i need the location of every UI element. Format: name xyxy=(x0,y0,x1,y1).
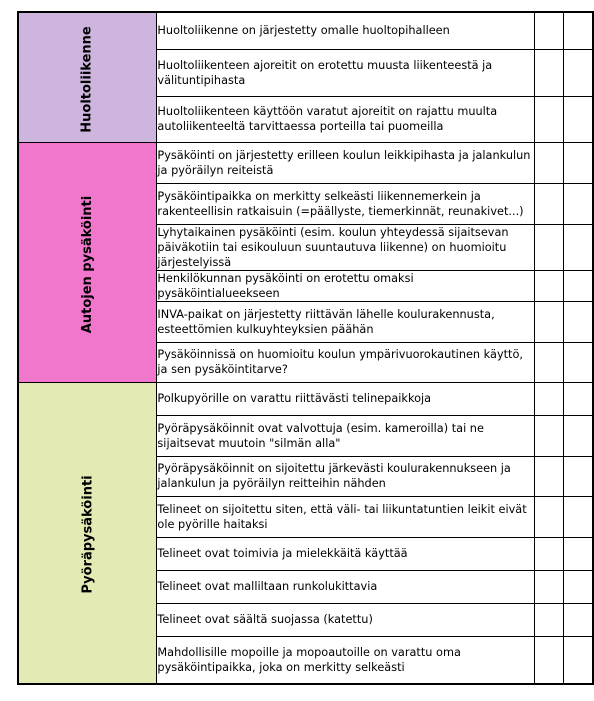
check-cell-1[interactable] xyxy=(534,12,563,49)
checklist-item-text: Pysäköinnissä on huomioitu koulun ympärivuorokautinen käyttö, ja sen pysäköintitarve? xyxy=(157,342,534,382)
check-cell-1[interactable] xyxy=(534,183,563,224)
check-cell-2[interactable] xyxy=(563,603,593,636)
check-cell-2[interactable] xyxy=(563,342,593,382)
check-cell-2[interactable] xyxy=(563,270,593,301)
checklist-item-text: Pysäköinti on järjestetty erilleen koulun leikkipihasta ja jalankulun ja pyöräilyn reiteistä xyxy=(157,142,534,183)
check-cell-1[interactable] xyxy=(534,382,563,415)
check-cell-2[interactable] xyxy=(563,415,593,456)
checklist-item-text: Pysäköintipaikka on merkitty selkeästi liikennemerkein ja rakenteellisin ratkaisuin (=päällyste, tiemerkinnät, reunakivet...) xyxy=(157,183,534,224)
check-cell-1[interactable] xyxy=(534,142,563,183)
check-cell-2[interactable] xyxy=(563,49,593,96)
check-cell-1[interactable] xyxy=(534,415,563,456)
category-label: Autojen pysäköinti xyxy=(80,195,96,333)
checklist-item-text: Mahdollisille mopoille ja mopoautoille on varattu oma pysäköintipaikka, joka on merkitty selkeästi xyxy=(157,636,534,684)
check-cell-1[interactable] xyxy=(534,301,563,342)
checklist-table xyxy=(17,11,594,685)
check-cell-2[interactable] xyxy=(563,224,593,270)
check-cell-2[interactable] xyxy=(563,570,593,603)
check-cell-2[interactable] xyxy=(563,636,593,684)
check-cell-2[interactable] xyxy=(563,12,593,49)
checklist-item-text: Pyöräpysäköinnit ovat valvottuja (esim. kameroilla) tai ne sijaitsevat muutoin "silmän alla" xyxy=(157,415,534,456)
checklist-item-text: INVA-paikat on järjestetty riittävän lähelle koulurakennusta, esteettömien kulkuyhteyksien päähän xyxy=(157,301,534,342)
check-cell-1[interactable] xyxy=(534,342,563,382)
check-cell-1[interactable] xyxy=(534,224,563,270)
check-cell-2[interactable] xyxy=(563,496,593,537)
checklist-row xyxy=(18,382,593,415)
check-cell-2[interactable] xyxy=(563,142,593,183)
check-cell-1[interactable] xyxy=(534,496,563,537)
category-cell-huoltoliikenne xyxy=(18,12,157,142)
category-label: Huoltoliikenne xyxy=(80,26,96,133)
check-cell-2[interactable] xyxy=(563,183,593,224)
category-cell-pyorapysakointi xyxy=(18,382,157,684)
check-cell-1[interactable] xyxy=(534,456,563,496)
checklist-item-text: Henkilökunnan pysäköinti on erotettu omaksi pysäköintialueekseen xyxy=(157,270,534,301)
checklist-item-text: Telineet ovat säältä suojassa (katettu) xyxy=(157,603,534,636)
check-cell-1[interactable] xyxy=(534,96,563,142)
check-cell-1[interactable] xyxy=(534,270,563,301)
checklist-row xyxy=(18,142,593,183)
check-cell-1[interactable] xyxy=(534,603,563,636)
checklist-item-text: Telineet ovat malliltaan runkolukittavia xyxy=(157,570,534,603)
checklist-item-text: Huoltoliikenne on järjestetty omalle huoltopihalleen xyxy=(157,12,534,49)
category-label: Pyöräpysäköinti xyxy=(80,475,96,594)
checklist-row xyxy=(18,12,593,49)
checklist-item-text: Telineet on sijoitettu siten, että väli- tai liikuntatuntien leikit eivät ole pyörille haitaksi xyxy=(157,496,534,537)
check-cell-2[interactable] xyxy=(563,456,593,496)
checklist-item-text: Huoltoliikenteen ajoreitit on erotettu muusta liikenteestä ja välituntipihasta xyxy=(157,49,534,96)
check-cell-2[interactable] xyxy=(563,96,593,142)
checklist-item-text: Lyhytaikainen pysäköinti (esim. koulun yhteydessä sijaitsevan päiväkotiin tai esikouluun suuntautuva liikenne) on huomioitu järjestelyissä xyxy=(157,224,534,270)
check-cell-2[interactable] xyxy=(563,382,593,415)
category-cell-autojen-pysakointi xyxy=(18,142,157,382)
checklist-item-text: Polkupyörille on varattu riittävästi telinepaikkoja xyxy=(157,382,534,415)
checklist-item-text: Pyöräpysäköinnit on sijoitettu järkevästi koulurakennukseen ja jalankulun ja pyöräilyn reitteihin nähden xyxy=(157,456,534,496)
check-cell-1[interactable] xyxy=(534,49,563,96)
check-cell-1[interactable] xyxy=(534,570,563,603)
checklist-item-text: Telineet ovat toimivia ja mielekkäitä käyttää xyxy=(157,537,534,570)
check-cell-1[interactable] xyxy=(534,537,563,570)
checklist-item-text: Huoltoliikenteen käyttöön varatut ajoreitit on rajattu muulta autoliikenteeltä tarvittaessa porteilla tai puomeilla xyxy=(157,96,534,142)
check-cell-2[interactable] xyxy=(563,301,593,342)
check-cell-2[interactable] xyxy=(563,537,593,570)
check-cell-1[interactable] xyxy=(534,636,563,684)
